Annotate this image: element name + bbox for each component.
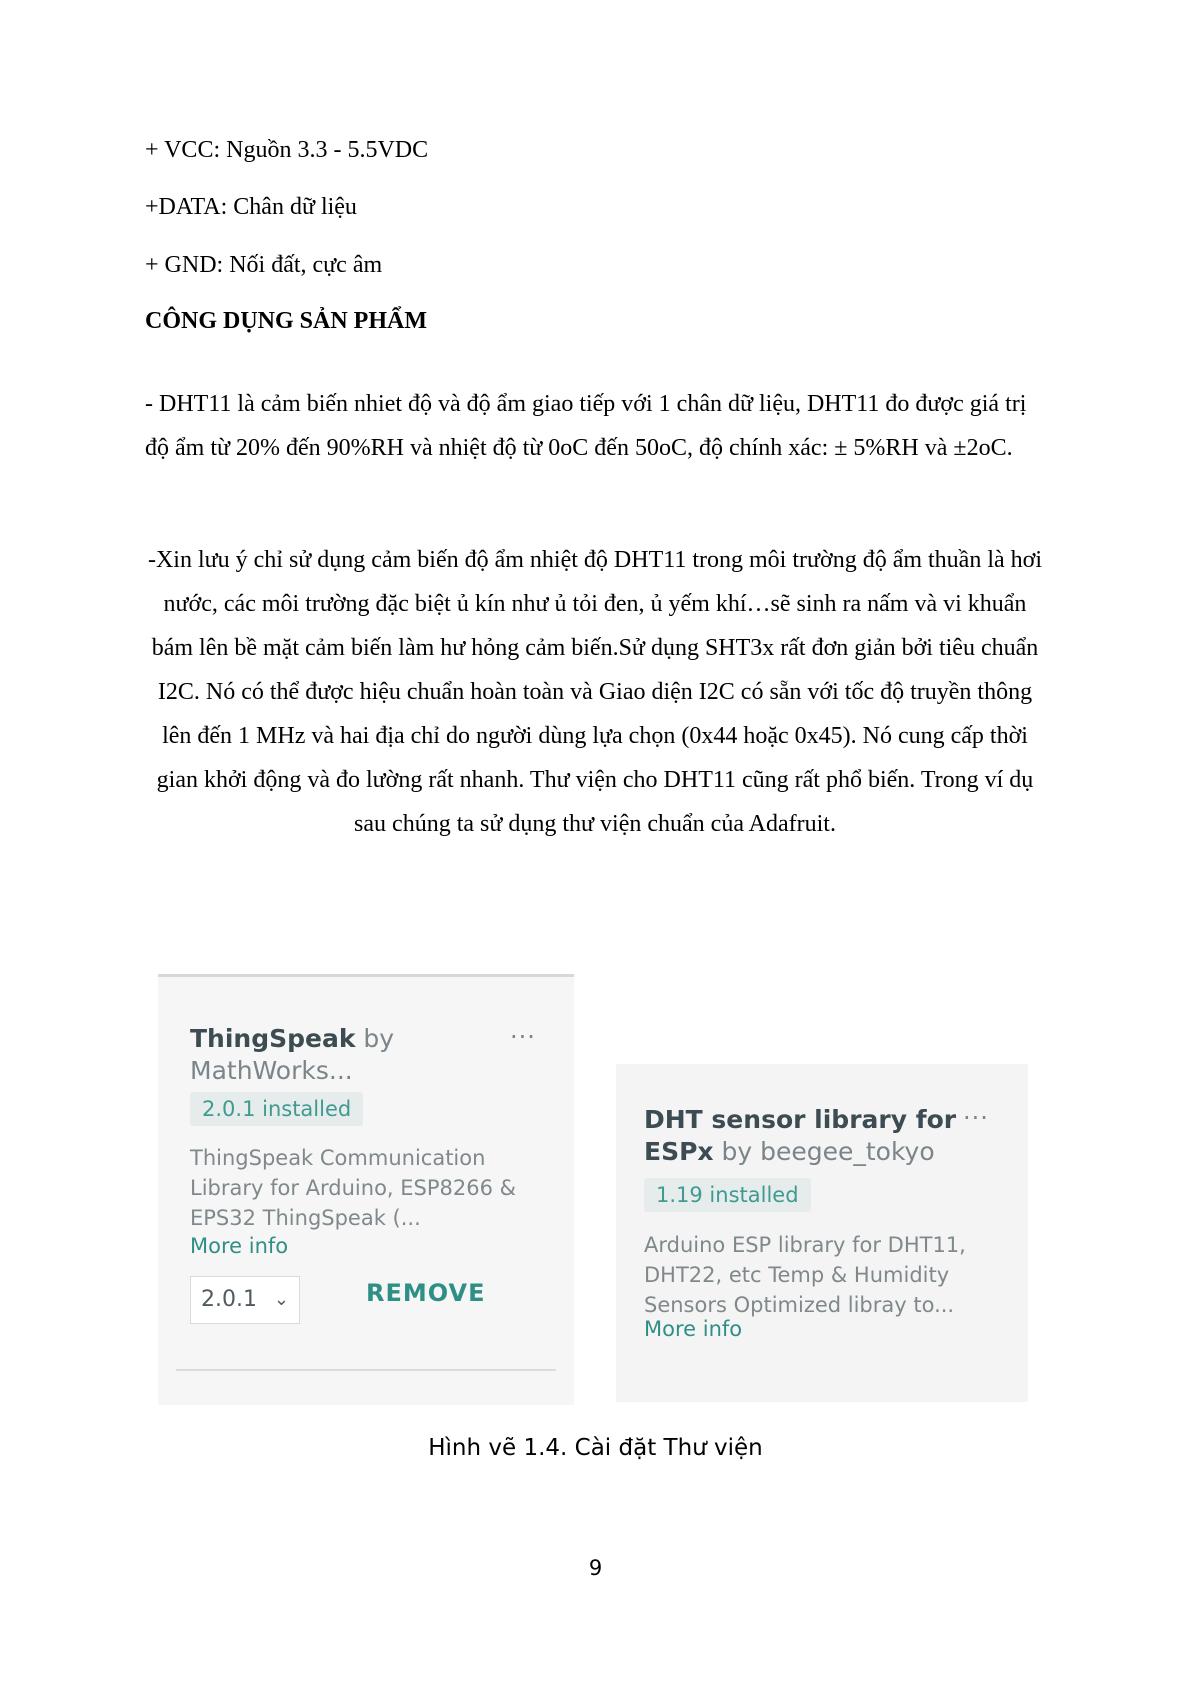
more-options-icon[interactable]: ··· [510, 1023, 536, 1051]
section-heading: CÔNG DỤNG SẢN PHẨM [145, 308, 427, 334]
library-name: ThingSpeak [190, 1024, 356, 1053]
divider [176, 1369, 556, 1371]
remove-button[interactable]: REMOVE [366, 1279, 486, 1307]
library-title-line2 [644, 1136, 935, 1168]
library-description: Arduino ESP library for DHT11, DHT22, etc Temp & Humidity Sensors Optimized libray to... [644, 1233, 966, 1317]
library-title [644, 1104, 956, 1136]
library-title [190, 1023, 394, 1055]
library-by: by [363, 1024, 395, 1053]
library-name-line1: DHT sensor library for [644, 1105, 957, 1134]
figure-caption: Hình vẽ 1.4. Cài đặt Thư viện [428, 1435, 763, 1461]
installed-badge: 1.19 installed [644, 1178, 811, 1212]
pin-gnd: + GND: Nối đất, cực âm [145, 252, 383, 278]
library-author [190, 1055, 353, 1087]
version-select[interactable] [190, 1276, 300, 1324]
more-info-link[interactable]: More info [190, 1234, 289, 1258]
library-name-line2: ESPx [644, 1137, 714, 1166]
version-value: 2.0.1 [201, 1287, 257, 1312]
library-description: ThingSpeak Communication Library for Arduino, ESP8266 & EPS32 ThingSpeak (... [190, 1146, 517, 1230]
more-options-icon[interactable]: ··· [963, 1104, 989, 1132]
paragraph-usage: - DHT11 là cảm biến nhiet độ và độ ẩm giao tiếp với 1 chân dữ liệu, DHT11 đo được giá trị độ ẩm từ 20% đến 90%RH và nhiệt độ từ 0oC đến 50oC, độ chính xác: ± 5%RH và ±2oC. [145, 391, 1027, 461]
paragraph-note: -Xin lưu ý chỉ sử dụng cảm biến độ ẩm nhiệt độ DHT11 trong môi trường độ ẩm thuần là hơi nước, các môi trường đặc biệt ủ kín như ủ tỏi đen, ủ yếm khí…sẽ sinh ra nấm và vi khuẩn bám lên bề mặt cảm biến làm hư hỏng cảm biến.Sử dụng SHT3x rất đơn giản bởi tiêu chuẩn I2C. Nó có thể được hiệu chuẩn hoàn toàn và Giao diện I2C có sẵn với tốc độ truyền thông lên đến 1 MHz và hai địa chỉ do người dùng lựa chọn (0x44 hoặc 0x45). Nó cung cấp thời gian khởi động và đo lường rất nhanh. Thư viện cho DHT11 cũng rất phổ biến. Trong ví dụ sau chúng ta sử dụng thư viện chuẩn của Adafruit. [147, 547, 1043, 837]
pin-vcc: + VCC: Nguồn 3.3 - 5.5VDC [145, 137, 429, 163]
author-text: MathWorks... [190, 1056, 353, 1085]
library-author: by beegee_tokyo [721, 1137, 935, 1166]
library-card-thingspeak [158, 974, 574, 1405]
pin-data: +DATA: Chân dữ liệu [145, 194, 357, 220]
more-info-link[interactable]: More info [644, 1317, 743, 1341]
chevron-down-icon: ⌄ [273, 1289, 289, 1310]
installed-badge: 2.0.1 installed [190, 1092, 363, 1126]
library-card-dht-espx [616, 1064, 1028, 1402]
page-number: 9 [588, 1556, 603, 1580]
